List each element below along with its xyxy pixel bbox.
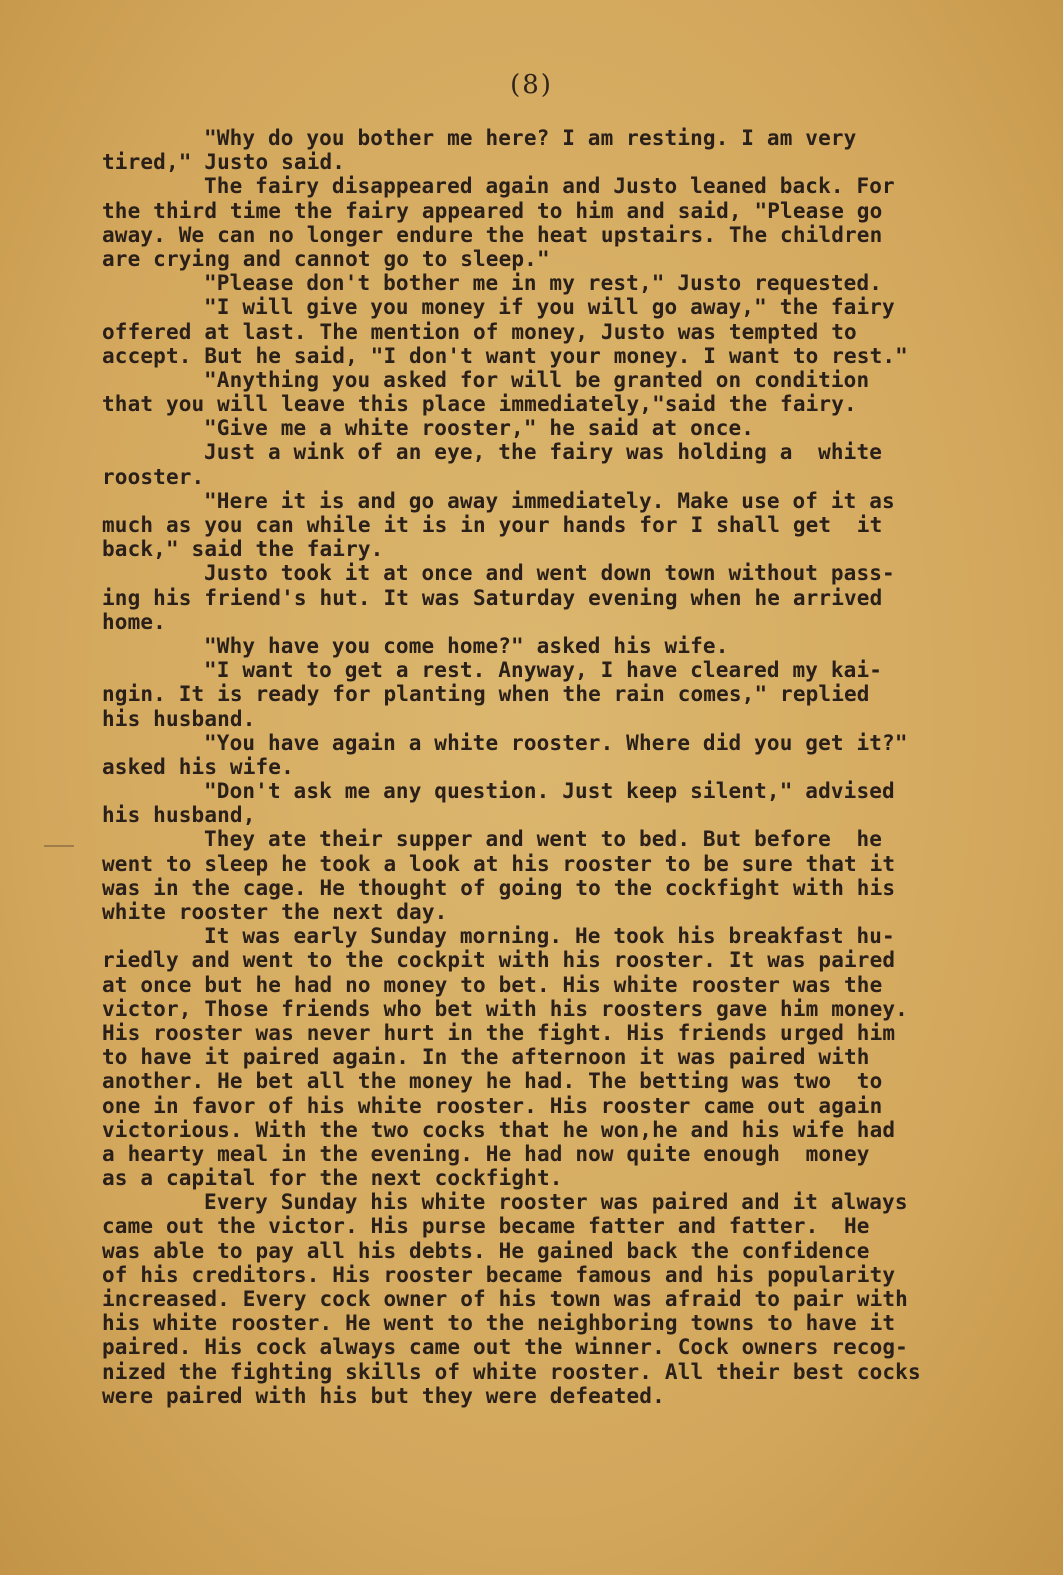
text-line: "I want to get a rest. Anyway, I have cleared my kai-	[204, 658, 883, 683]
text-line: was in the cage. He thought of going to the cockfight with his	[102, 875, 896, 900]
text-line: offered at last. The mention of money, Justo was tempted to	[102, 319, 857, 344]
text-line: "Why have you come home?" asked his wife.	[204, 633, 729, 658]
text-line: "Here it is and go away immediately. Make use of it as	[204, 488, 895, 513]
text-line: Just a wink of an eye, the fairy was holding a white	[204, 440, 883, 465]
text-line: that you will leave this place immediately,"said the fairy.	[102, 392, 857, 417]
text-line: the third time the fairy appeared to him and said, "Please go	[102, 198, 883, 223]
margin-pencil-mark	[44, 845, 74, 847]
text-line: back," said the fairy.	[102, 537, 384, 562]
text-line: tired," Justo said.	[102, 150, 346, 175]
text-line: "Why do you bother me here? I am resting. I am very	[204, 126, 857, 150]
text-line: another. He bet all the money he had. The betting was two to	[102, 1069, 883, 1094]
story-text	[102, 126, 1026, 1408]
text-line: victorious. With the two cocks that he won,he and his wife had	[102, 1117, 896, 1142]
text-line: went to sleep he took a look at his rooster to be sure that it	[102, 851, 896, 876]
text-line: one in favor of his white rooster. His rooster came out again	[102, 1093, 883, 1118]
text-line: ngin. It is ready for planting when the rain comes," replied	[102, 682, 870, 707]
text-line: a hearty meal in the evening. He had now quite enough money	[102, 1141, 870, 1166]
text-line: were paired with his but they were defeated.	[102, 1383, 665, 1408]
text-line: asked his wife.	[102, 754, 294, 779]
text-line: at once but he had no money to bet. His white rooster was the	[102, 972, 883, 997]
text-line: "You have again a white rooster. Where did you get it?"	[204, 730, 908, 755]
text-line: victor, Those friends who bet with his roosters gave him money.	[102, 996, 908, 1021]
text-line: as a capital for the next cockfight.	[102, 1166, 563, 1191]
text-line: Justo took it at once and went down town without pass-	[204, 561, 895, 586]
text-line: "Anything you asked for will be granted on condition	[204, 367, 870, 392]
text-line: The fairy disappeared again and Justo leaned back. For	[204, 174, 895, 199]
text-line: away. We can no longer endure the heat upstairs. The children	[102, 222, 883, 247]
text-line: his husband.	[102, 706, 256, 731]
text-line: accept. But he said, "I don't want your money. I want to rest."	[102, 343, 908, 368]
text-line: They ate their supper and went to bed. But before he	[204, 827, 883, 852]
text-line: rooster.	[102, 464, 205, 489]
text-line: "Don't ask me any question. Just keep silent," advised	[204, 779, 895, 804]
text-line: are crying and cannot go to sleep."	[102, 246, 550, 271]
text-line: riedly and went to the cockpit with his rooster. It was paired	[102, 948, 896, 973]
text-line: home.	[102, 609, 166, 634]
page-number: (8)	[510, 70, 553, 100]
text-line: "Please don't bother me in my rest," Justo requested.	[204, 271, 883, 296]
text-line: nized the fighting skills of white rooster. All their best cocks	[102, 1359, 921, 1384]
text-line: his husband,	[102, 803, 256, 828]
text-line: came out the victor. His purse became fatter and fatter. He	[102, 1214, 870, 1239]
text-line: ing his friend's hut. It was Saturday evening when he arrived	[102, 585, 883, 610]
text-line: It was early Sunday morning. He took his breakfast hu-	[204, 924, 895, 949]
text-line: "I will give you money if you will go away," the fairy	[204, 295, 895, 320]
text-line: "Give me a white rooster," he said at once.	[204, 416, 755, 441]
text-line: increased. Every cock owner of his town was afraid to pair with	[102, 1287, 908, 1311]
text-line: much as you can while it is in your hands for I shall get it	[102, 513, 883, 537]
text-line: His rooster was never hurt in the fight. His friends urged him	[102, 1020, 896, 1045]
text-line: Every Sunday his white rooster was paired and it always	[204, 1190, 908, 1215]
text-line: was able to pay all his debts. He gained back the confidence	[102, 1238, 870, 1263]
text-line: his white rooster. He went to the neighboring towns to have it	[102, 1311, 896, 1336]
text-line: to have it paired again. In the afternoon it was paired with	[102, 1045, 870, 1070]
text-line: paired. His cock always came out the winner. Cock owners recog-	[102, 1335, 908, 1360]
text-line: white rooster the next day.	[102, 900, 448, 924]
text-line: of his creditors. His rooster became famous and his popularity	[102, 1262, 896, 1287]
